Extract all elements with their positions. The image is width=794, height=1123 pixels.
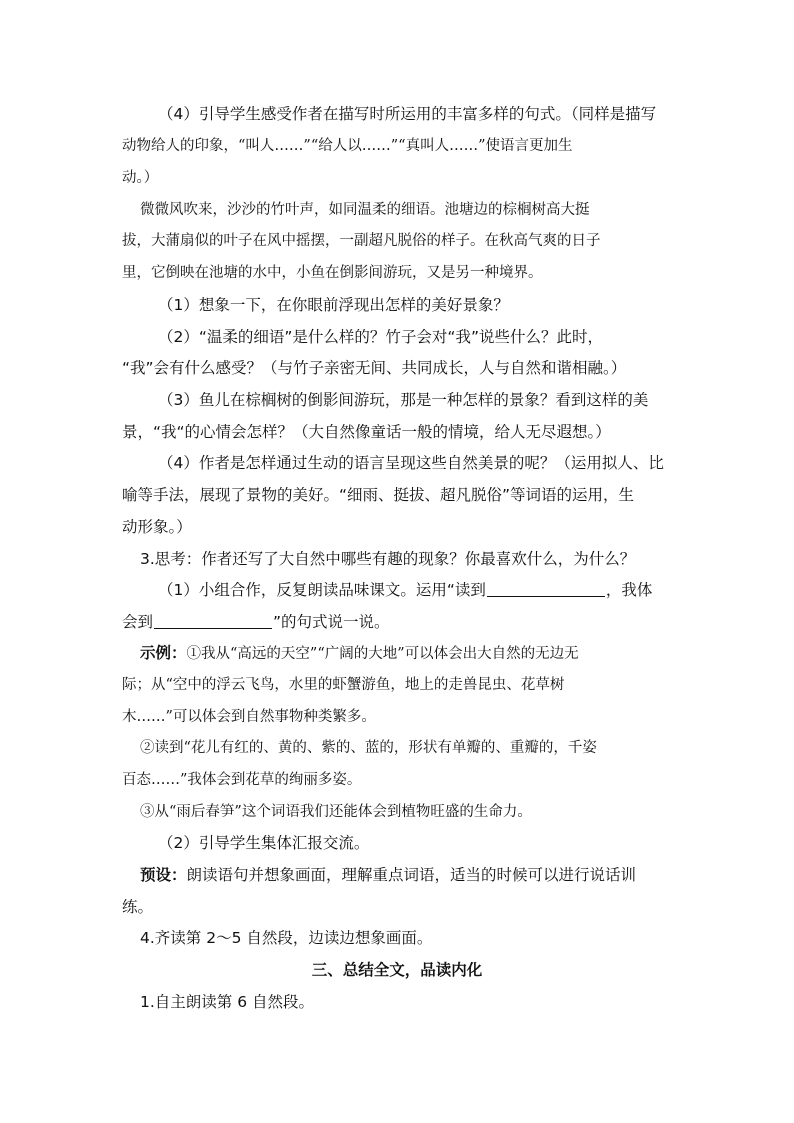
text-line: （2）“温柔的细语”是什么样的？竹子会对“我”说些什么？此时， [158, 328, 603, 346]
section-heading: 三、总结全文，品读内化 [311, 961, 483, 979]
text-line: 际；从“空中的浮云飞鸟，水里的虾蟹游鱼，地上的走兽昆虫、花草树 [122, 677, 565, 693]
text-line: （3）鱼儿在棕榈树的倒影间游玩，那是一种怎样的景象？看到这样的美 [158, 391, 649, 409]
text-line: 微微风吹来，沙沙的竹叶声，如同温柔的细语。池塘边的棕榈树高大挺 [140, 202, 590, 218]
text-line: 拔，大蒲扇似的叶子在风中摇摆，一副超凡脱俗的样子。在秋高气爽的日子 [122, 233, 601, 249]
text-line: （4）引导学生感受作者在描写时所运用的丰富多样的句式。（同样是描写 [158, 105, 657, 123]
text-line: “我”会有什么感受？（与竹子亲密无间、共同成长，人与自然和谐相融。） [122, 359, 627, 377]
text-line: 动形象。） [122, 518, 192, 536]
text-line: （2）引导学生集体汇报交流。 [158, 834, 370, 852]
text-line: 1.自主朗读第 6 自然段。 [140, 993, 315, 1011]
text-line: 景，“我“的心情会怎样？（大自然像童话一般的情境，给人无尽遐想。） [122, 423, 611, 441]
preset-line [140, 864, 700, 886]
question-line: 3.思考：作者还写了大自然中哪些有趣的现象？你最喜欢什么，为什么？ [140, 550, 636, 568]
text-line: （4）作者是怎样通过生动的语言呈现这些自然美景的呢？（运用拟人、比 [158, 454, 664, 472]
example-label: 示例： [140, 644, 187, 662]
fill-in-blank [154, 612, 272, 629]
text-segment: ①我从“高远的天空”“广阔的大地”可以体会出大自然的无边无 [186, 646, 579, 662]
text-line: 动。） [122, 170, 159, 186]
text-line: 百态……”我体会到花草的绚丽多姿。 [122, 772, 362, 788]
text-line: （1）想象一下，在你眼前浮现出怎样的美好景象？ [158, 296, 509, 314]
fill-in-blank [487, 580, 605, 597]
text-line [122, 611, 682, 633]
text-segment: 朗读语句并想象画面，理解重点词语，适当的时候可以进行说话训 [186, 866, 637, 884]
text-segment: ”的句式说一说。 [273, 613, 390, 631]
text-line: 里，它倒映在池塘的水中，小鱼在倒影间游玩，又是另一种境界。 [122, 265, 543, 281]
text-line: 动物给人的印象，“叫人……”“给人以……”“真叫人……”使语言更加生 [122, 138, 573, 154]
text-line: 喻等手法，展现了景物的美好。“细雨、挺拔、超凡脱俗”等词语的运用，生 [122, 486, 635, 504]
text-segment: 会到 [122, 613, 154, 631]
text-line: ③从“雨后春笋”这个词语我们还能体会到植物旺盛的生命力。 [140, 804, 532, 820]
text-segment: ，我体 [605, 581, 653, 599]
text-line: 4.齐读第 2～5 自然段，边读边想象画面。 [140, 929, 433, 947]
text-line: 练。 [122, 898, 154, 916]
text-line: ②读到“花儿有红的、黄的、紫的、蓝的，形状有单瓣的、重瓣的，千姿 [140, 740, 597, 756]
preset-label: 预设： [140, 866, 187, 884]
text-line: 木……”可以体会到自然事物种类繁多。 [122, 709, 376, 725]
text-line [158, 579, 718, 601]
example-line [140, 642, 700, 665]
text-segment: （1）小组合作，反复朗读品味课文。运用“读到 [158, 581, 486, 599]
